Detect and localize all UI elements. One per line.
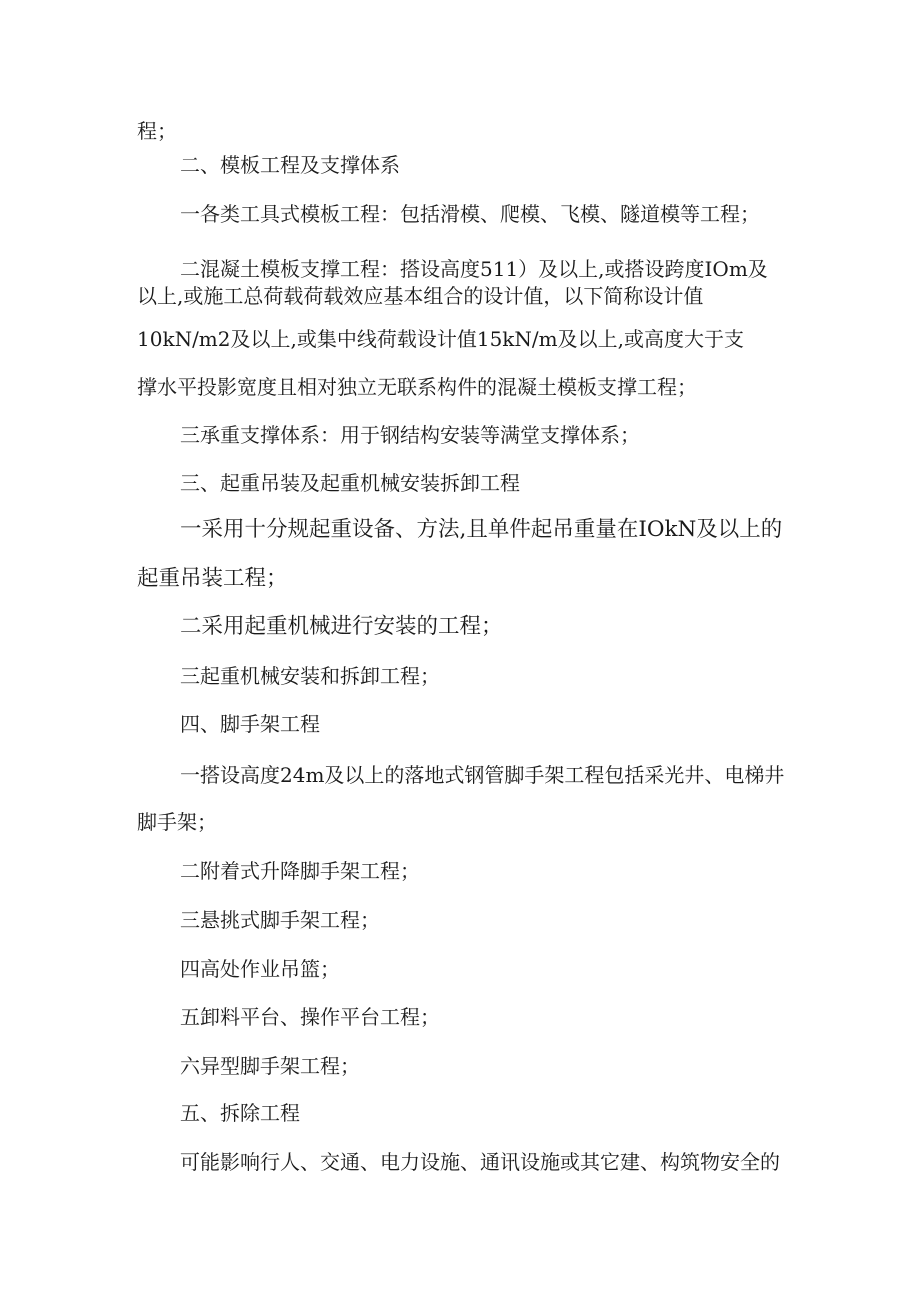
text-line: 五卸料平台、操作平台工程；	[180, 1005, 440, 1029]
text-line: 三承重支撑体系：用于钢结构安装等满堂支撑体系；	[180, 423, 640, 447]
text-line: 起重吊装工程；	[137, 566, 288, 591]
text-line: 一采用十分规起重设备、方法,且单件起吊重量在IOkN及以上的	[180, 517, 783, 542]
text-line: 程；	[137, 119, 177, 143]
section-heading: 五、拆除工程	[180, 1101, 300, 1125]
text-line: 撑水平投影宽度且相对独立无联系构件的混凝土模板支撑工程；	[137, 375, 697, 399]
text-line: 三起重机械安装和拆卸工程；	[180, 664, 440, 688]
text-line: 脚手架；	[137, 810, 217, 834]
text-line: 二混凝土模板支撑工程：搭设高度511）及以上,或搭设跨度IOm及	[180, 257, 768, 281]
section-heading: 三、起重吊装及起重机械安装拆卸工程	[180, 471, 520, 495]
text-line: 10kN∕m2及以上,或集中线荷载设计值15kN∕m及以上,或高度大于支	[137, 327, 744, 351]
text-line: 可能影响行人、交通、电力设施、通讯设施或其它建、构筑物安全的	[180, 1150, 780, 1174]
text-line: 以上,或施工总荷载荷载效应基本组合的设计值，以下简称设计值	[137, 284, 704, 308]
text-line: 一搭设高度24m及以上的落地式钢管脚手架工程包括采光井、电梯井	[180, 763, 785, 787]
text-line: 三悬挑式脚手架工程；	[180, 908, 380, 932]
text-line: 四高处作业吊篮；	[180, 957, 340, 981]
section-heading: 四、脚手架工程	[180, 712, 320, 736]
text-line: 二附着式升降脚手架工程；	[180, 859, 420, 883]
text-line: 二采用起重机械进行安装的工程；	[180, 614, 503, 639]
section-heading: 二、模板工程及支撑体系	[180, 153, 400, 177]
text-line: 六异型脚手架工程；	[180, 1054, 360, 1078]
text-line: 一各类工具式模板工程：包括滑模、爬模、飞模、隧道模等工程；	[180, 202, 760, 226]
